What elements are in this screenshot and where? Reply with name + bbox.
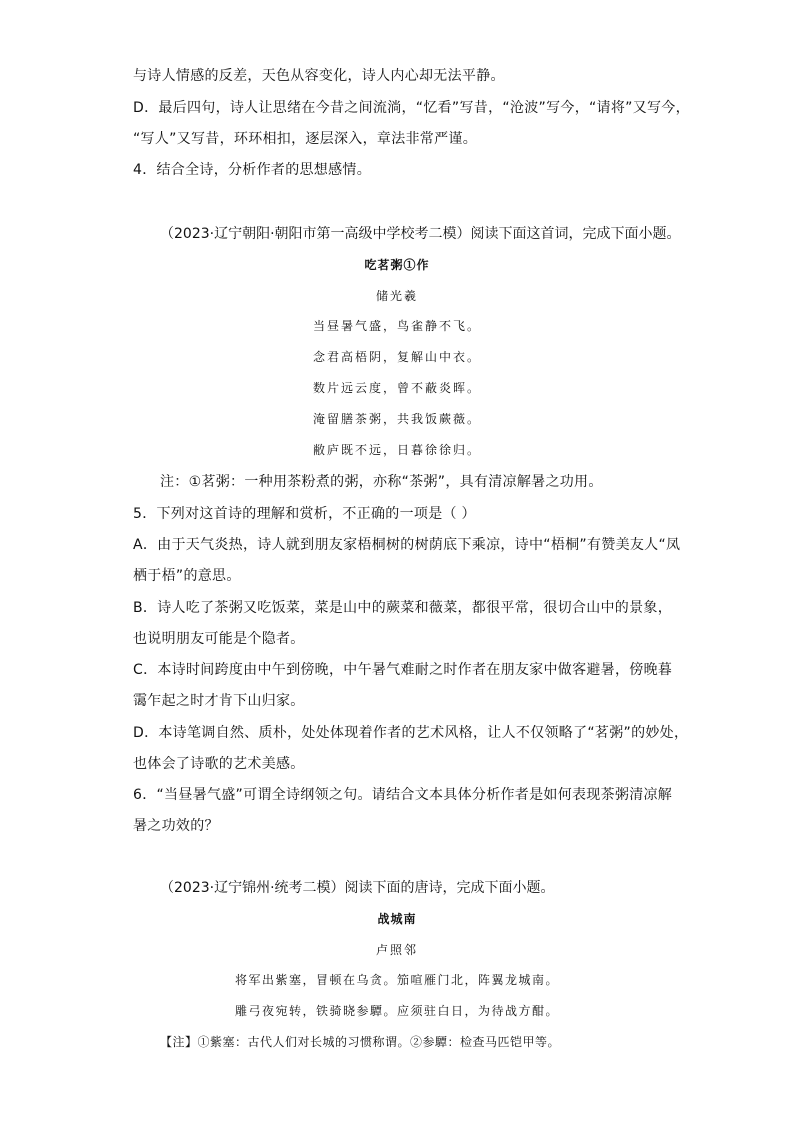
poem-line: 念君高梧阴，复解山中衣。 bbox=[312, 350, 481, 364]
answer-option-d-line-1: D．最后四句，诗人让思绪在今昔之间流淌，“忆看”写昔，“沧波”写今，“请将”又写今， bbox=[133, 100, 690, 116]
question-5: 5．下列对这首诗的理解和赏析，不正确的一项是（ ） bbox=[133, 506, 476, 522]
answer-option-d-line-2: “写人”又写昔，环环相扣，逐层深入，章法非常严谨。 bbox=[133, 131, 478, 147]
poem-line: 数片远云度，曾不蔽炎晖。 bbox=[312, 381, 481, 395]
section-3-intro: （2023·辽宁锦州·统考二模）阅读下面的唐诗，完成下面小题。 bbox=[160, 880, 555, 896]
poem-line: 雕弓夜宛转，铁骑晓参驔。应须驻白日，为待战方酣。 bbox=[234, 1004, 559, 1018]
section-2-intro: （2023·辽宁朝阳·朝阳市第一高级中学校考二模）阅读下面这首词，完成下面小题。 bbox=[160, 226, 681, 242]
option-d-line-1: D．本诗笔调自然、质朴，处处体现着作者的艺术风格，让人不仅领略了“茗粥”的妙处， bbox=[133, 725, 689, 741]
option-b-line-1: B．诗人吃了茶粥又吃饭菜，菜是山中的蕨菜和薇菜，都很平常，很切合山中的景象， bbox=[133, 600, 673, 616]
option-b-line-2: 也说明朋友可能是个隐者。 bbox=[133, 631, 305, 647]
poem-note: 注：①茗粥：一种用茶粉煮的粥，亦称“茶粥”，具有清凉解暑之功用。 bbox=[160, 474, 603, 490]
answer-option-c-continuation: 与诗人情感的反差，天色从容变化，诗人内心却无法平静。 bbox=[133, 68, 505, 84]
question-6-line-1: 6．“当昼暑气盛”可谓全诗纲领之句。请结合文本具体分析作者是如何表现茶粥清凉解 bbox=[133, 787, 673, 803]
option-c-line-1: C．本诗时间跨度由中午到傍晚，中午暑气难耐之时作者在朋友家中做客避暑，傍晚暮 bbox=[133, 662, 673, 678]
poem-title: 吃茗粥①作 bbox=[364, 258, 430, 272]
option-a-line-1: A．由于天气炎热，诗人就到朋友家梧桐树的树荫底下乘凉，诗中“梧桐”有赞美友人“凤 bbox=[133, 537, 681, 553]
poem-line: 敝庐既不远，日暮徐徐归。 bbox=[312, 443, 481, 457]
option-a-line-2: 栖于梧”的意思。 bbox=[133, 568, 241, 584]
question-6-line-2: 暑之功效的？ bbox=[133, 818, 219, 834]
option-d-line-2: 也体会了诗歌的艺术美感。 bbox=[133, 756, 305, 772]
poem-author: 卢照邻 bbox=[375, 943, 418, 957]
question-4: 4．结合全诗，分析作者的思想感情。 bbox=[133, 162, 372, 178]
poem-line: 淹留膳茶粥，共我饭蕨薇。 bbox=[312, 412, 481, 426]
poem-line: 当昼暑气盛，鸟雀静不飞。 bbox=[312, 319, 481, 333]
poem-author: 储光羲 bbox=[375, 289, 418, 303]
poem-note: 【注】①紫塞：古代人们对长城的习惯称谓。②参驔：检查马匹铠甲等。 bbox=[160, 1035, 561, 1049]
poem-line: 将军出紫塞，冒顿在乌贪。笳喧雁门北，阵翼龙城南。 bbox=[234, 973, 559, 987]
option-c-line-2: 霭乍起之时才肯下山归家。 bbox=[133, 693, 305, 709]
poem-title: 战城南 bbox=[377, 912, 417, 926]
